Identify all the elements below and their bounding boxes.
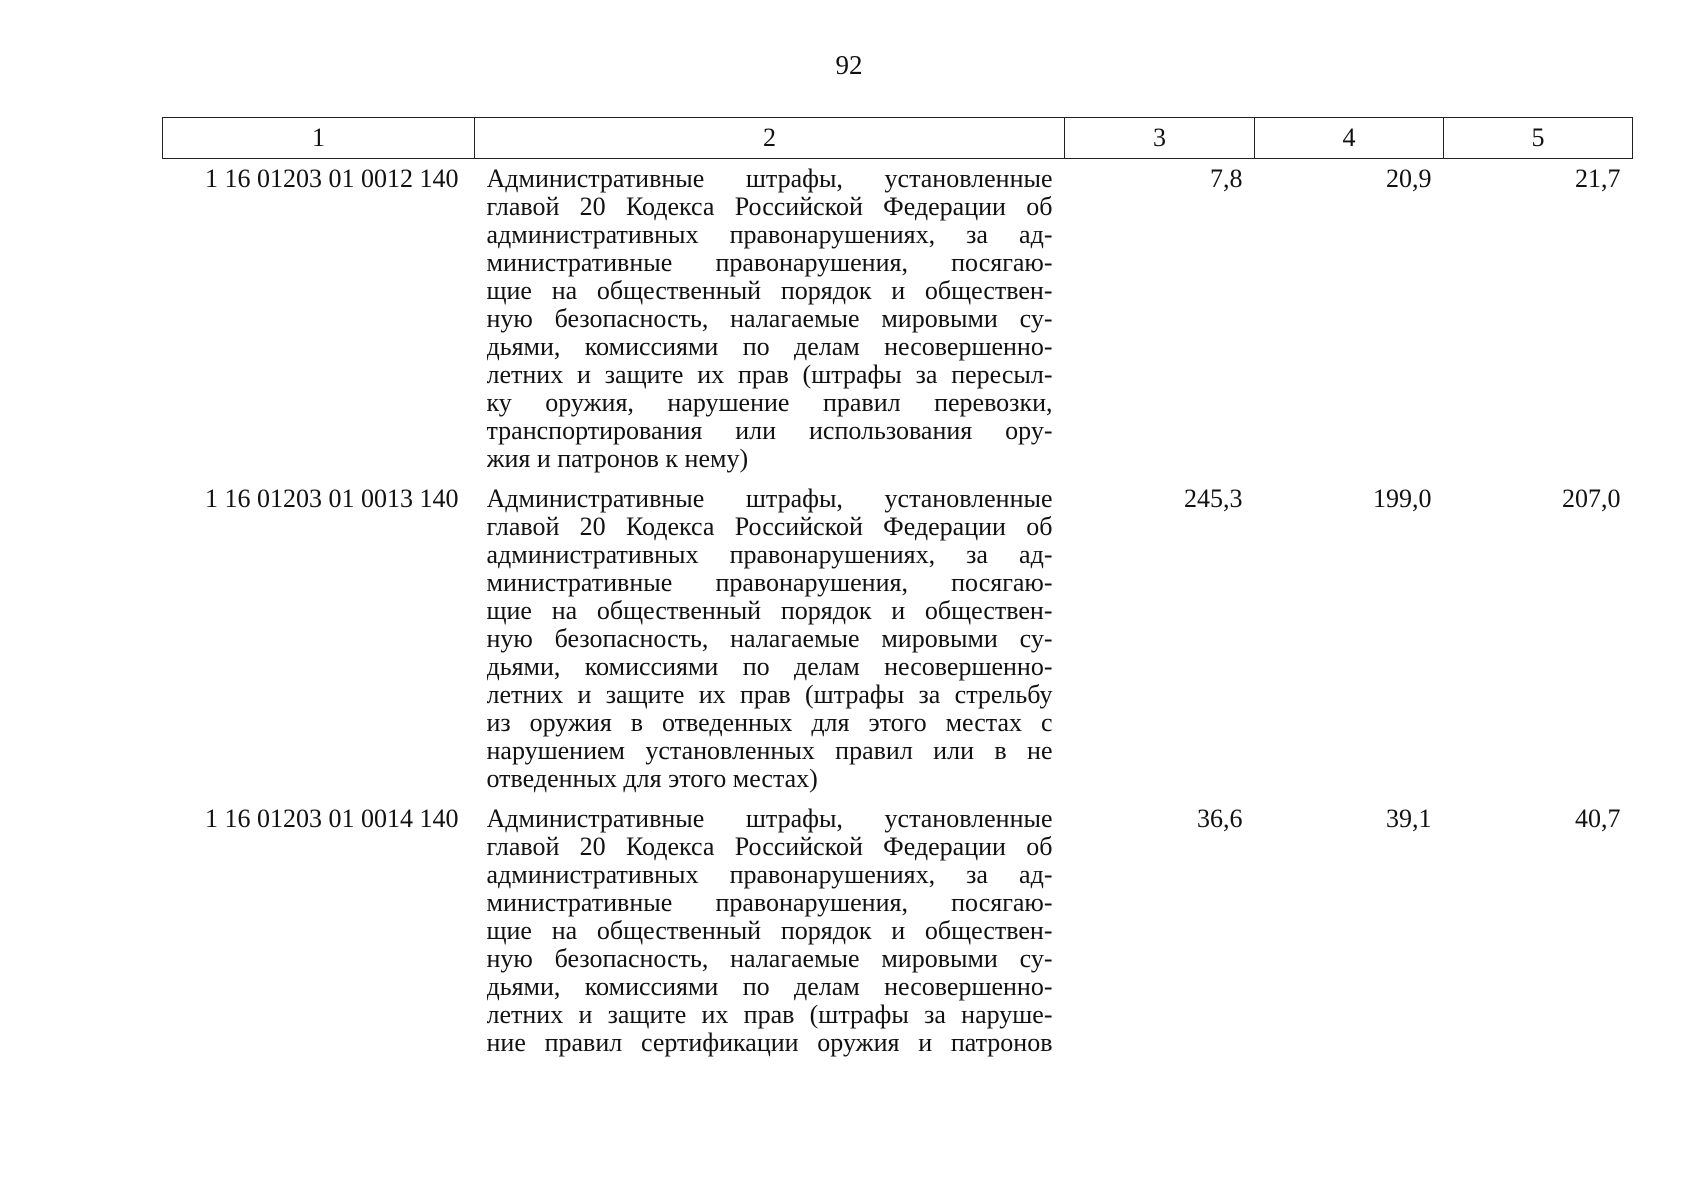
table-row	[163, 805, 1633, 1057]
column-header-2: 2	[475, 118, 1065, 159]
description-line: Административные штрафы, установленные	[486, 485, 1053, 513]
value-cell-col4: 199,0	[1373, 484, 1432, 513]
budget-code-cell: 1 16 01203 01 0013 140	[205, 484, 459, 513]
description-line: ную безопасность, налагаемые мировыми су-	[486, 945, 1053, 973]
description-line: административных правонарушениях, за ад-	[486, 861, 1053, 889]
description-line: министративные правонарушения, посягаю-	[486, 249, 1053, 277]
value-cell-col4: 20,9	[1386, 164, 1432, 193]
table-header-row	[163, 118, 1633, 159]
description-line: щие на общественный порядок и обществен-	[486, 917, 1053, 945]
column-header-3: 3	[1065, 118, 1255, 159]
column-header-4: 4	[1255, 118, 1444, 159]
description-line: транспортирования или использования ору-	[486, 417, 1053, 445]
description-line: главой 20 Кодекса Российской Федерации об	[486, 833, 1053, 861]
description-cell	[475, 485, 1065, 793]
description-line: жия и патронов к нему)	[486, 445, 749, 473]
column-header-1: 1	[163, 118, 475, 159]
description-line: отведенных для этого местах)	[486, 765, 818, 793]
page-number: 92	[835, 50, 863, 80]
description-line: административных правонарушениях, за ад-	[486, 221, 1053, 249]
value-cell-col3: 7,8	[1210, 164, 1243, 193]
description-line: Административные штрафы, установленные	[486, 165, 1053, 193]
description-line: министративные правонарушения, посягаю-	[486, 569, 1053, 597]
budget-code-cell: 1 16 01203 01 0012 140	[205, 164, 459, 193]
table-row	[163, 159, 1633, 474]
description-line: дьями, комиссиями по делам несовершенно-	[486, 653, 1053, 681]
description-line: дьями, комиссиями по делам несовершенно-	[486, 333, 1053, 361]
value-cell-col5: 21,7	[1575, 164, 1621, 193]
description-line: нарушением установленных правил или в не	[486, 737, 1053, 765]
description-line: ние правил сертификации оружия и патронов	[486, 1029, 1053, 1057]
value-cell-col4: 39,1	[1386, 804, 1432, 833]
budget-code-cell: 1 16 01203 01 0014 140	[205, 804, 459, 833]
value-cell-col5: 40,7	[1575, 804, 1621, 833]
description-line: ку оружия, нарушение правил перевозки,	[486, 389, 1053, 417]
description-line: из оружия в отведенных для этого местах с	[486, 709, 1053, 737]
description-line: летних и защите их прав (штрафы за наруше-	[486, 1001, 1053, 1029]
description-line: главой 20 Кодекса Российской Федерации об	[486, 193, 1053, 221]
description-line: ную безопасность, налагаемые мировыми су-	[486, 305, 1053, 333]
description-line: министративные правонарушения, посягаю-	[486, 889, 1053, 917]
description-line: главой 20 Кодекса Российской Федерации об	[486, 513, 1053, 541]
description-line: ную безопасность, налагаемые мировыми су-	[486, 625, 1053, 653]
budget-revenue-table	[162, 117, 1633, 1057]
value-cell-col5: 207,0	[1562, 484, 1621, 513]
description-line: дьями, комиссиями по делам несовершенно-	[486, 973, 1053, 1001]
description-line: административных правонарушениях, за ад-	[486, 541, 1053, 569]
description-cell	[475, 159, 1065, 474]
description-line: Административные штрафы, установленные	[486, 805, 1053, 833]
column-header-5: 5	[1444, 118, 1633, 159]
description-line: летних и защите их прав (штрафы за пересыл-	[486, 361, 1053, 389]
value-cell-col3: 36,6	[1197, 804, 1243, 833]
description-line: летних и защите их прав (штрафы за стрельбу	[486, 681, 1053, 709]
description-cell	[475, 805, 1065, 1057]
table-row	[163, 485, 1633, 793]
description-line: щие на общественный порядок и обществен-	[486, 597, 1053, 625]
description-line: щие на общественный порядок и обществен-	[486, 277, 1053, 305]
value-cell-col3: 245,3	[1184, 484, 1243, 513]
